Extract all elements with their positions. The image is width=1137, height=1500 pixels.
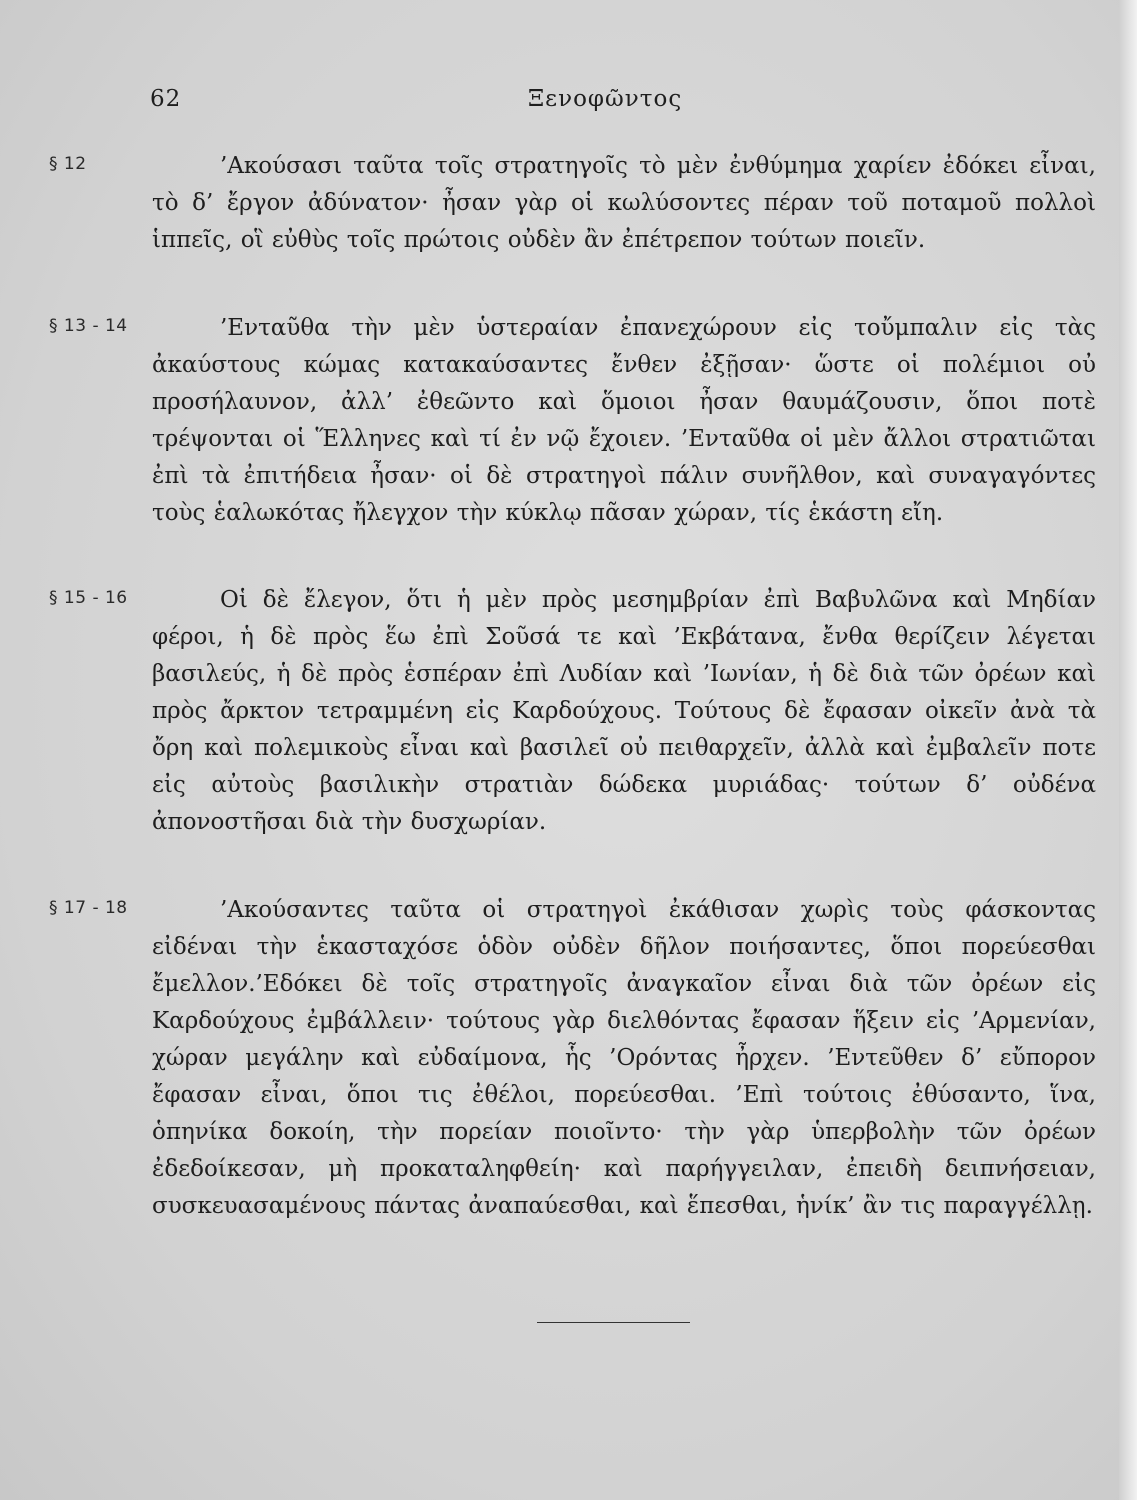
section-text: ’Ακούσαντες ταῦτα οἱ στρατηγοὶ ἐκάθισαν χωρὶς τοὺς φάσκοντας εἰδέναι τὴν ἑκασταχόσε ὁδὸν οὐδὲν δῆλον ποιήσαντες, ὅποι πορεύεσθαι ἔμελλον.’Εδόκει δὲ τοῖς στρατηγοῖς ἀναγκαῖον εἶναι διὰ τῶν ὀρέων εἰς Καρδούχους ἐμβάλλειν· τούτους γὰρ διελθόντας ἔφασαν ἥξειν εἰς ’Αρμενίαν, χώραν μεγάλην καὶ εὐδαίμονα, ἧς ’Ορόντας ἦρχεν. ’Εντεῦθεν δ’ εὔπορον ἔφασαν εἶναι, ὅποι τις ἐθέλοι, πορεύεσθαι. ’Επὶ τούτοις ἐθύσαντο, ἵνα, ὁπηνίκα δοκοίη, τὴν πορείαν ποιοῖντο· τὴν γὰρ ὑπερβολὴν τῶν ὀρέων ἐδεδοίκεσαν, μὴ προκαταληφθείη· καὶ παρήγγειλαν, ἐπειδὴ δειπνήσειαν, συσκευασαμένους πάντας ἀναπαύεσθαι, καὶ ἕπεσθαι, ἡνίκ’ ἂν τις παραγγέλλῃ. — [152, 897, 1096, 1219]
section-marker: § 12 — [49, 154, 87, 174]
section-marker: § 17 - 18 — [49, 898, 128, 918]
section-marker: § 15 - 16 — [49, 588, 128, 608]
section-text: ’Ενταῦθα τὴν μὲν ὑστεραίαν ἐπανεχώρουν εἰς τοὔμπαλιν εἰς τὰς ἀκαύστους κώμας κατακαύσαντες ἔνθεν ἐξῇσαν· ὥστε οἱ πολέμιοι οὐ προσήλαυνον, ἀλλ’ ἐθεῶντο καὶ ὅμοιοι ἦσαν θαυμάζουσιν, ὅποι ποτὲ τρέψονται οἱ Ἕλληνες καὶ τί ἐν νῷ ἔχοιεν. ’Ενταῦθα οἱ μὲν ἄλλοι στρατιῶται ἐπὶ τὰ ἐπιτήδεια ἦσαν· οἱ δὲ στρατηγοὶ πάλιν συνῆλθον, καὶ συναγαγόντες τοὺς ἑαλωκότας ἤλεγχον τὴν κύκλῳ πᾶσαν χώραν, τίς ἑκάστη εἴη. — [152, 315, 1096, 526]
page-number: 62 — [150, 86, 182, 112]
end-rule — [537, 1322, 690, 1323]
section-marker: § 13 - 14 — [49, 316, 128, 336]
page-edge — [1119, 0, 1137, 1500]
section-text: ’Ακούσασι ταῦτα τοῖς στρατηγοῖς τὸ μὲν ἐνθύμημα χαρίεν ἐδόκει εἶναι, τὸ δ’ ἔργον ἀδύνατον· ἦσαν γὰρ οἱ κωλύσοντες πέραν τοῦ ποταμοῦ πολλοὶ ἱππεῖς, οἳ εὐθὺς τοῖς πρώτοις οὐδὲν ἂν ἐπέτρεπον τούτων ποιεῖν. — [152, 153, 1096, 253]
running-head: Ξενοφῶντος — [528, 86, 683, 112]
section-text: Οἱ δὲ ἔλεγον, ὅτι ἡ μὲν πρὸς μεσημβρίαν ἐπὶ Βαβυλῶνα καὶ Μηδίαν φέροι, ἡ δὲ πρὸς ἕω ἐπὶ Σοῦσά τε καὶ ’Εκβάτανα, ἔνθα θερίζειν λέγεται βασιλεύς, ἡ δὲ πρὸς ἑσπέραν ἐπὶ Λυδίαν καὶ ’Ιωνίαν, ἡ δὲ διὰ τῶν ὀρέων καὶ πρὸς ἄρκτον τετραμμένη εἰς Καρδούχους. Τούτους δὲ ἔφασαν οἰκεῖν ἀνὰ τὰ ὄρη καὶ πολεμικοὺς εἶναι καὶ βασιλεῖ οὐ πειθαρχεῖν, ἀλλὰ καὶ ἐμβαλεῖν ποτε εἰς αὐτοὺς βασιλικὴν στρατιὰν δώδεκα μυριάδας· τούτων δ’ οὐδένα ἀπονοστῆσαι διὰ τὴν δυσχωρίαν. — [152, 587, 1096, 835]
